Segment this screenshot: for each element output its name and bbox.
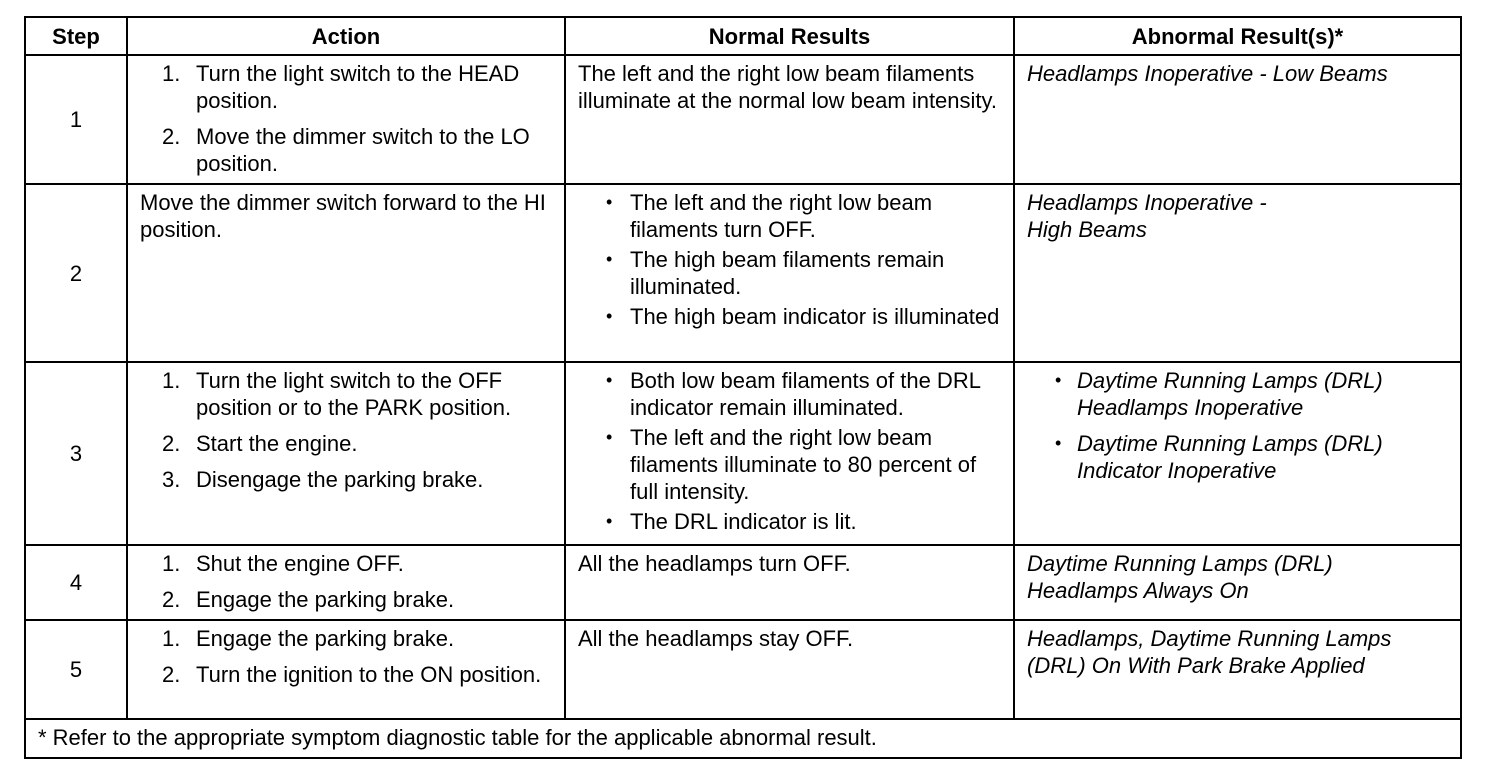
step-number: 3 [25, 362, 127, 545]
action-cell [127, 55, 565, 184]
action-step: 1. Engage the parking brake. [162, 626, 455, 651]
step-number: 2 [25, 184, 127, 362]
table-row [25, 362, 1461, 545]
result-bullet: • The high beam indicator is illuminated [606, 304, 1000, 329]
footnote-row [25, 719, 1461, 758]
table-row [25, 545, 1461, 620]
abnormal-result-cell [1014, 362, 1461, 545]
result-bullet: • Both low beam filaments of the DRL indicator remain illuminated. [606, 368, 981, 420]
action-cell [127, 545, 565, 620]
normal-result-cell: The left and the right low beam filaments illuminate at the normal low beam intensity. [565, 55, 1014, 184]
action-step: 1. Shut the engine OFF. [162, 551, 404, 576]
header-action: Action [127, 17, 565, 55]
table-row [25, 55, 1461, 184]
action-step: 2. Engage the parking brake. [162, 587, 455, 612]
abnormal-bullet: • Daytime Running Lamps (DRL) Indicator Inoperative [1055, 431, 1383, 483]
action-step: 2. Turn the ignition to the ON position. [162, 662, 542, 687]
action-cell: Move the dimmer switch forward to the HI position. [127, 184, 565, 362]
abnormal-bullet: • Daytime Running Lamps (DRL) Headlamps Inoperative [1055, 368, 1383, 420]
table-row [25, 184, 1461, 362]
step-number: 4 [25, 545, 127, 620]
result-bullet: • The left and the right low beam filaments illuminate to 80 percent of full intensity. [606, 425, 977, 504]
step-number: 5 [25, 620, 127, 719]
header-step: Step [25, 17, 127, 55]
action-step: 2. Start the engine. [162, 431, 358, 456]
step-number: 1 [25, 55, 127, 184]
abnormal-result-cell: Headlamps, Daytime Running Lamps (DRL) On With Park Brake Applied [1014, 620, 1461, 719]
diagnostic-table [24, 16, 1462, 759]
action-cell [127, 362, 565, 545]
normal-result-cell [565, 362, 1014, 545]
header-abnormal-results: Abnormal Result(s)* [1014, 17, 1461, 55]
header-row [25, 17, 1461, 55]
action-step: 3. Disengage the parking brake. [162, 467, 484, 492]
result-bullet: • The DRL indicator is lit. [606, 509, 857, 534]
action-cell [127, 620, 565, 719]
normal-result-cell: All the headlamps turn OFF. [565, 545, 1014, 620]
table-row [25, 620, 1461, 719]
action-step: 2. Move the dimmer switch to the LO position. [162, 124, 530, 176]
result-bullet: • The high beam filaments remain illuminated. [606, 247, 945, 299]
action-step: 1. Turn the light switch to the OFF position or to the PARK position. [162, 368, 512, 420]
abnormal-result-cell: Headlamps Inoperative - High Beams [1014, 184, 1461, 362]
abnormal-result-cell: Headlamps Inoperative - Low Beams [1014, 55, 1461, 184]
result-bullet: • The left and the right low beam filaments turn OFF. [606, 190, 933, 242]
action-step: 1. Turn the light switch to the HEAD position. [162, 61, 520, 113]
header-normal-results: Normal Results [565, 17, 1014, 55]
normal-result-cell [565, 184, 1014, 362]
abnormal-result-cell: Daytime Running Lamps (DRL) Headlamps Always On [1014, 545, 1461, 620]
normal-result-cell: All the headlamps stay OFF. [565, 620, 1014, 719]
footnote: * Refer to the appropriate symptom diagnostic table for the applicable abnormal result. [25, 719, 1461, 758]
